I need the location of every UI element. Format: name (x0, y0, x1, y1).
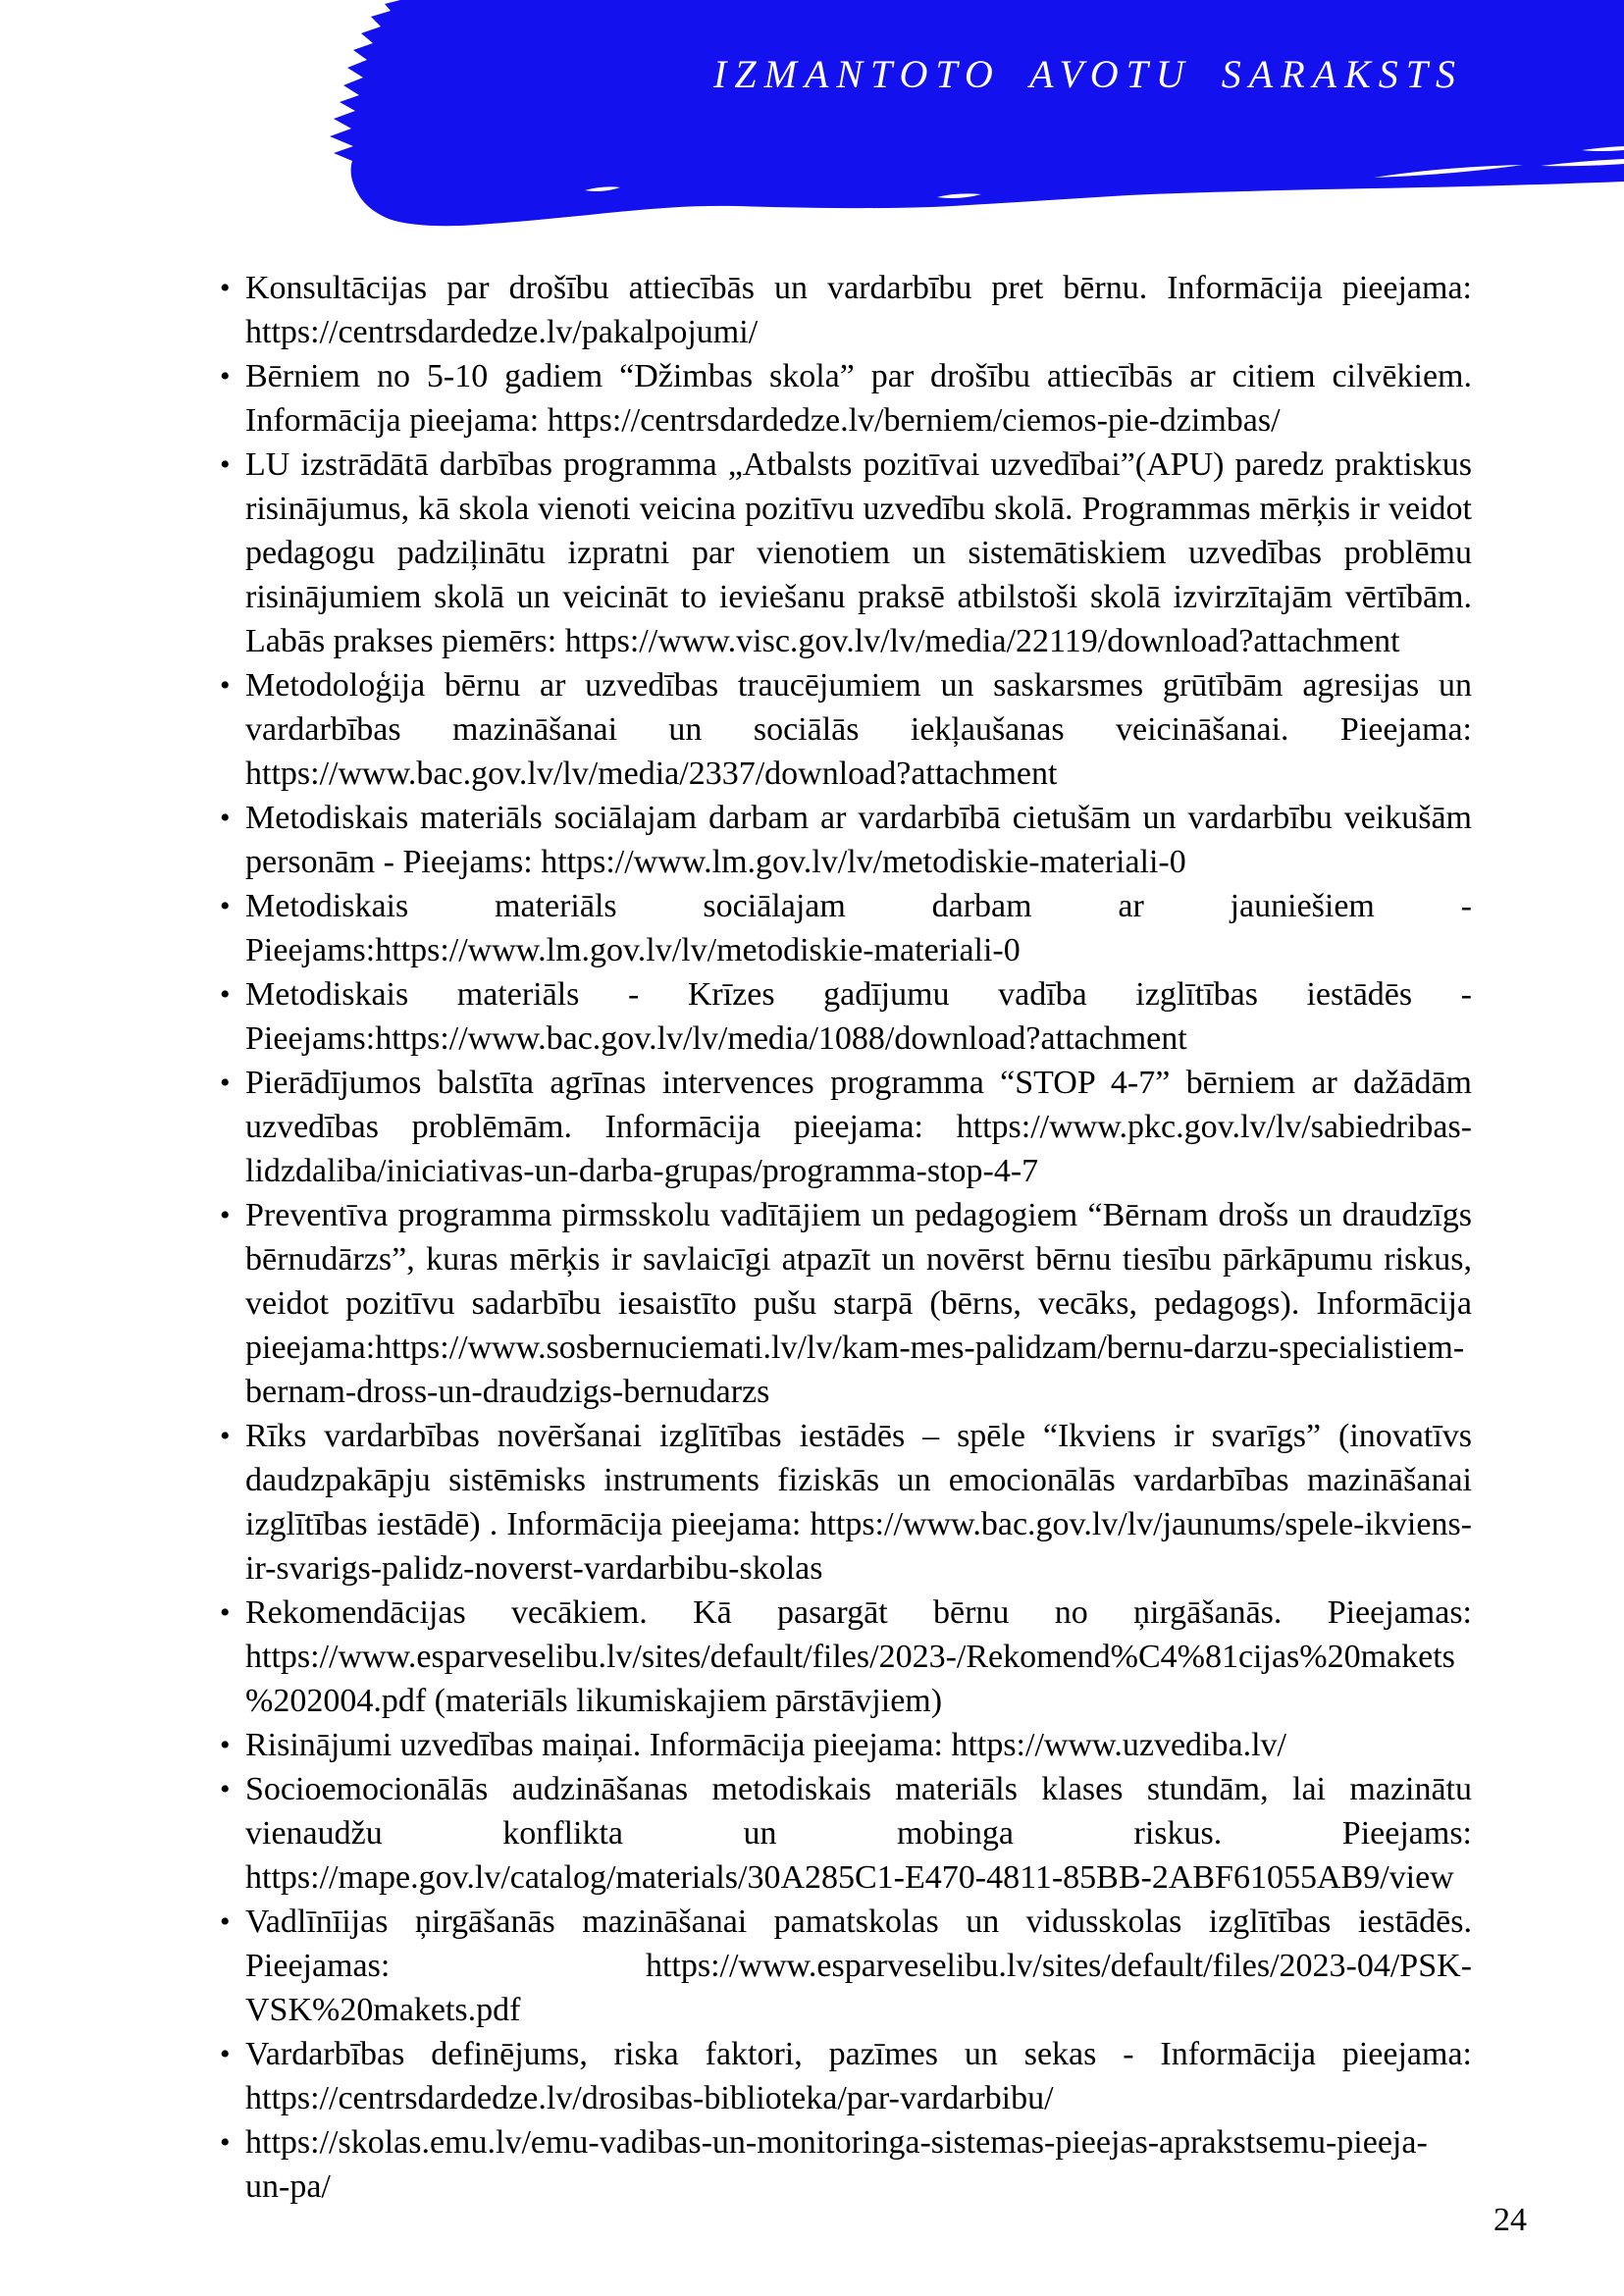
source-url[interactable]: https://www.esparveselibu.lv/sites/default/files/2023-04/PSK-VSK%20makets.pdf (245, 1948, 1472, 2028)
source-item (245, 1061, 1472, 1193)
source-item (245, 1767, 1472, 1900)
source-item (245, 1723, 1472, 1767)
source-text: Preventīva programma pirmsskolu vadītājiem un pedagogiem “Bērnam drošs un draudzīgs bērnudārzs”, kuras mērķis ir savlaicīgi atpazīt un novērst bērnu tiesību pārkāpumu riskus, veidot pozitīvu sadarbību iesaistīto pušu starpā (bērns, vecāks, pedagogs). Informācija pieejama: (245, 1197, 1472, 1366)
source-url[interactable]: https://www.bac.gov.lv/lv/media/2337/download?attachment (245, 756, 1058, 792)
source-url[interactable]: https://www.lm.gov.lv/lv/metodiskie-materiali-0 (375, 932, 1021, 968)
source-text: Rekomendācijas vecākiem. Kā pasargāt bērnu no ņirgāšanās. Pieejamas: (245, 1594, 1472, 1631)
source-url[interactable]: https://www.uzvediba.lv/ (951, 1727, 1286, 1763)
source-item (245, 354, 1472, 443)
source-text: Bērniem no 5-10 gadiem “Džimbas skola” par drošību attiecībās ar citiem cilvēkiem. Informācija pieejama: (245, 358, 1472, 439)
source-item (245, 796, 1472, 884)
sources-list (245, 266, 1472, 2209)
source-text: Vadlīnīijas ņirgāšanās mazināšanai pamatskolas un vidusskolas izglītības iestādēs. Pieejamas: (245, 1904, 1472, 1984)
source-item (245, 663, 1472, 796)
source-text: LU izstrādātā darbības programma „Atbalsts pozitīvai uzvedībai”(APU) paredz praktiskus risinājumus, kā skola vienoti veicina pozitīvu uzvedību skolā. Programmas mērķis ir veidot pedagogu padziļinātu izpratni par vienotiem un sistemātiskiem uzvedības problēmu risinājumiem skolā un veicināt to ieviešanu praksē atbilstoši skolā izvirzītajām vērtībām. Labās prakses piemērs: (245, 446, 1472, 659)
source-text: Metodoloģija bērnu ar uzvedības traucējumiem un saskarsmes grūtībām agresijas un vardarbības mazināšanai un sociālās iekļaušanas veicināšanai. Pieejama: (245, 667, 1472, 748)
page-title: IZMANTOTO AVOTU SARAKSTS (713, 52, 1464, 96)
source-url[interactable]: https://www.lm.gov.lv/lv/metodiskie-materiali-0 (541, 844, 1186, 880)
source-item (245, 1900, 1472, 2032)
source-text: Metodiskais materiāls - Krīzes gadījumu vadība izglītības iestādēs - Pieejams: (245, 976, 1472, 1057)
source-url[interactable]: https://centrsdardedze.lv/drosibas-biblioteka/par-vardarbibu/ (245, 2080, 1054, 2116)
source-url[interactable]: https://centrsdardedze.lv/berniem/ciemos-pie-dzimbas/ (547, 402, 1281, 439)
source-text: Socioemocionālās audzināšanas metodiskais materiāls klases stundām, lai mazinātu vienaudžu konflikta un mobinga riskus. Pieejams: (245, 1771, 1472, 1852)
source-item (245, 884, 1472, 972)
source-text: Rīks vardarbības novēršanai izglītības iestādēs – spēle “Ikviens ir svarīgs” (inovatīvs daudzpakāpju sistēmisks instruments fiziskās un emocionālās vardarbības mazināšanai izglītības iestādē) . Informācija pieejama: (245, 1418, 1472, 1542)
source-text: Metodiskais materiāls sociālajam darbam ar vardarbībā cietušām un vardarbību veikušām personām - Pieejams: (245, 800, 1472, 880)
source-text: Vardarbības definējums, riska faktori, pazīmes un sekas - Informācija pieejama: (245, 2036, 1472, 2072)
source-url[interactable]: https://www.bac.gov.lv/lv/media/1088/download?attachment (375, 1020, 1187, 1057)
source-text: Risinājumi uzvedības maiņai. Informācija pieejama: (245, 1727, 952, 1763)
source-url[interactable]: https://mape.gov.lv/catalog/materials/30A285C1-E470-4811-85BB-2ABF61055AB9/view (245, 1859, 1454, 1896)
source-url[interactable]: https://www.bac.gov.lv/lv/jaunums/spele-ikviens-ir-svarigs-palidz-noverst-vardarbibu-skolas (245, 1506, 1472, 1587)
source-text: Metodiskais materiāls sociālajam darbam ar jauniešiem - Pieejams: (245, 888, 1472, 968)
source-item (245, 2120, 1472, 2209)
source-item (245, 1193, 1472, 1414)
page-number: 24 (1493, 2202, 1527, 2238)
source-url[interactable]: https://skolas.emu.lv/emu-vadibas-un-monitoringa-sistemas-pieejas-aprakstsemu-pieeja-un-pa/ (245, 2124, 1428, 2205)
source-url[interactable]: https://www.sosbernuciemati.lv/lv/kam-mes-palidzam/bernu-darzu-specialistiem-bernam-dross-un-draudzigs-bernudarzs (245, 1330, 1465, 1410)
source-url[interactable]: https://www.pkc.gov.lv/lv/sabiedribas-lidzdaliba/iniciativas-un-darba-grupas/programma-stop-4-7 (245, 1109, 1472, 1189)
source-item (245, 2032, 1472, 2120)
source-url[interactable]: https://www.visc.gov.lv/lv/media/22119/download?attachment (564, 623, 1400, 659)
source-text: (materiāls likumiskajiem pārstāvjiem) (426, 1683, 943, 1719)
source-text: Pierādījumos balstīta agrīnas intervences programma “STOP 4-7” bērniem ar dažādām uzvedības problēmām. Informācija pieejama: (245, 1065, 1472, 1145)
source-item (245, 266, 1472, 354)
source-url[interactable]: https://centrsdardedze.lv/pakalpojumi/ (245, 314, 759, 350)
source-url[interactable]: https://www.esparveselibu.lv/sites/default/files/2023-/Rekomend%C4%81cijas%20makets%202004.pdf (245, 1639, 1455, 1719)
source-item (245, 443, 1472, 663)
source-item (245, 972, 1472, 1061)
source-item (245, 1414, 1472, 1591)
source-item (245, 1591, 1472, 1723)
source-text: Konsultācijas par drošību attiecībās un vardarbību pret bērnu. Informācija pieejama: (245, 270, 1472, 306)
brush-stroke-graphic (0, 0, 1624, 235)
